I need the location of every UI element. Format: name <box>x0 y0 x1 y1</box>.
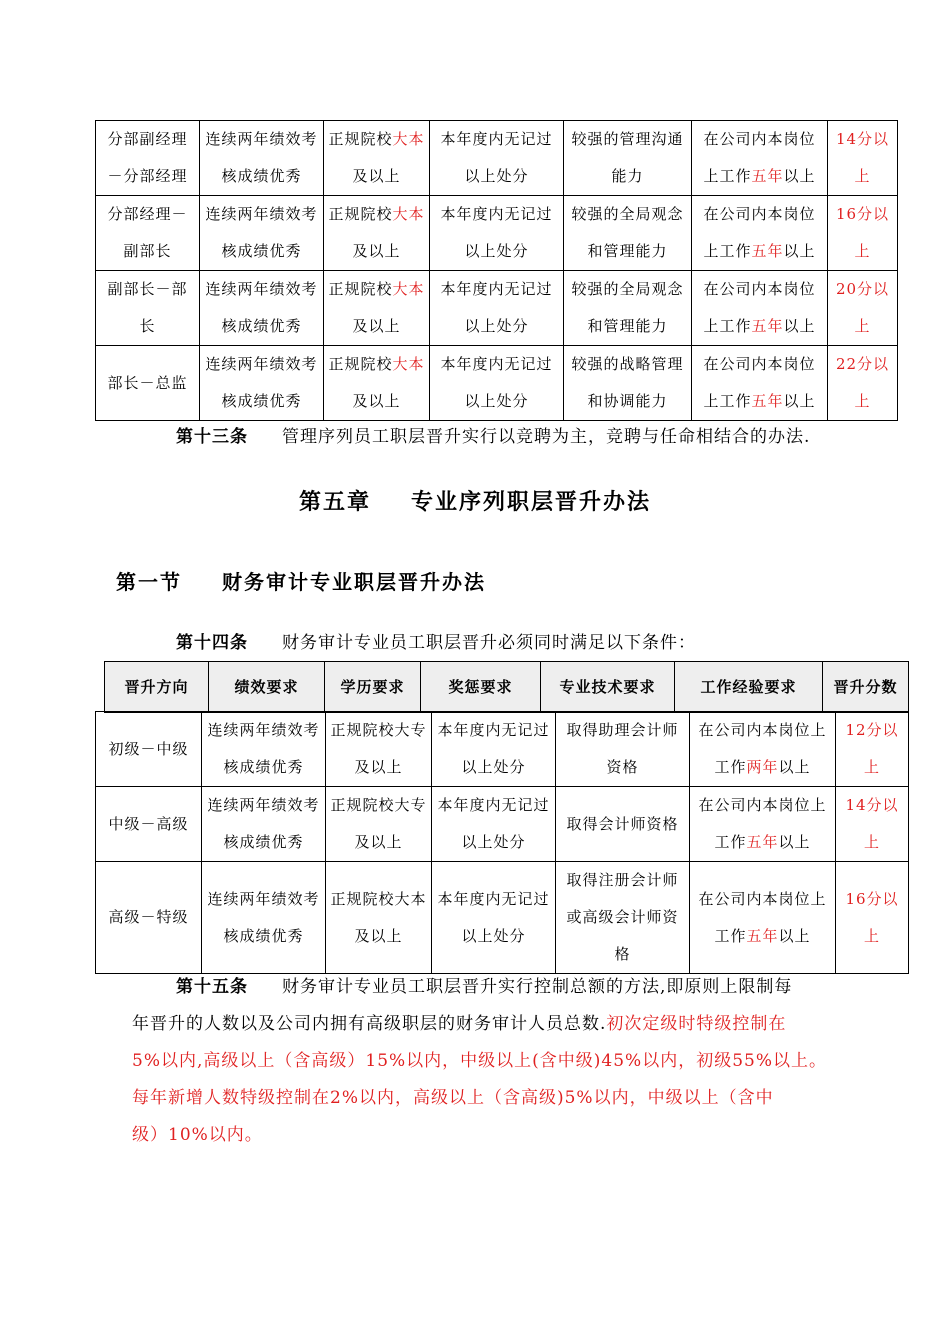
cell-score <box>828 346 898 421</box>
article-15-line-5: 级）10%以内。 <box>132 1125 263 1145</box>
cell-experience-text: 五年 <box>751 317 784 335</box>
column-header <box>325 662 421 713</box>
chapter-number: 第五章 <box>298 489 371 515</box>
cell-direction-text: 副部长－部长 <box>107 280 188 335</box>
cell-direction <box>96 862 202 974</box>
column-header-text: 晋升方向 <box>124 678 189 696</box>
article-text: 财务审计专业员工职层晋升必须同时满足以下条件： <box>282 633 696 653</box>
cell-education <box>326 712 432 787</box>
table-header-row <box>105 662 909 713</box>
table-row <box>96 862 909 974</box>
cell-score-text: 14分以上 <box>835 130 890 185</box>
table-row <box>96 271 898 346</box>
cell-skill <box>564 271 692 346</box>
cell-experience-text: 五年 <box>751 242 784 260</box>
column-header-text: 晋升分数 <box>833 678 898 696</box>
cell-experience-text: 在公司内本岗位上工作 <box>703 205 816 260</box>
column-header-text: 绩效要求 <box>234 678 299 696</box>
cell-experience-text: 两年 <box>746 758 779 776</box>
cell-reward-text: 本年度内无记过以上处分 <box>440 205 553 260</box>
cell-skill-text: 取得会计师资格 <box>566 814 679 833</box>
promotion-table-finance-header <box>104 661 909 713</box>
cell-skill-text: 较强的全局观念和管理能力 <box>571 205 684 260</box>
cell-performance-text: 连续两年绩效考核成绩优秀 <box>207 796 320 851</box>
cell-direction-text: 分部经理－副部长 <box>107 205 188 260</box>
article-text: 管理序列员工职层晋升实行以竞聘为主，竞聘与任命相结合的办法. <box>282 427 811 447</box>
cell-score <box>828 271 898 346</box>
cell-performance-text: 连续两年绩效考核成绩优秀 <box>205 355 318 410</box>
cell-skill <box>564 121 692 196</box>
table-row <box>96 196 898 271</box>
article-15-line-1 <box>176 972 792 997</box>
section-number: 第一节 <box>116 570 182 594</box>
cell-education <box>324 271 430 346</box>
cell-score <box>836 787 909 862</box>
column-header <box>105 662 209 713</box>
cell-education-text: 大本 <box>392 355 425 373</box>
cell-reward-text: 本年度内无记过以上处分 <box>440 280 553 335</box>
cell-reward <box>432 787 556 862</box>
cell-performance <box>200 196 324 271</box>
article-label: 第十四条 <box>176 633 248 653</box>
cell-education-text: 正规院校 <box>328 130 393 148</box>
table-row <box>96 121 898 196</box>
column-header-text: 专业技术要求 <box>559 678 656 696</box>
cell-score-text: 16分以上 <box>845 889 899 945</box>
cell-score <box>836 862 909 974</box>
cell-performance <box>200 121 324 196</box>
cell-education <box>324 196 430 271</box>
column-header <box>209 662 325 713</box>
cell-direction-text: 初级－中级 <box>108 739 189 758</box>
cell-reward <box>430 196 564 271</box>
cell-skill-text: 较强的全局观念和管理能力 <box>571 280 684 335</box>
cell-experience-text: 五年 <box>751 167 784 185</box>
cell-performance <box>202 862 326 974</box>
cell-direction-text: 高级－特级 <box>108 908 189 926</box>
cell-experience <box>692 196 828 271</box>
cell-skill <box>564 346 692 421</box>
cell-education-text: 正规院校 <box>328 355 393 373</box>
column-header <box>421 662 541 713</box>
cell-score <box>828 196 898 271</box>
cell-score-text: 14分以上 <box>845 796 899 851</box>
cell-direction-text: 部长－总监 <box>107 373 188 392</box>
cell-education-text: 及以上 <box>352 242 401 260</box>
cell-reward-text: 本年度内无记过以上处分 <box>440 130 553 185</box>
cell-experience <box>690 787 836 862</box>
article-text: 年晋升的人数以及公司内拥有高级职层的财务审计人员总数. <box>132 1014 607 1034</box>
cell-reward-text: 本年度内无记过以上处分 <box>437 796 550 851</box>
cell-performance-text: 连续两年绩效考核成绩优秀 <box>205 130 318 185</box>
cell-education-text: 正规院校 <box>328 280 393 298</box>
cell-reward <box>430 271 564 346</box>
cell-experience <box>690 712 836 787</box>
cell-direction <box>96 712 202 787</box>
cell-experience <box>692 346 828 421</box>
cell-experience <box>692 121 828 196</box>
cell-education-text: 及以上 <box>352 317 401 335</box>
cell-score-text: 20分以上 <box>835 280 890 335</box>
cell-experience-text: 五年 <box>746 833 779 851</box>
cell-reward <box>430 346 564 421</box>
cell-experience-text: 以上 <box>778 926 811 945</box>
cell-score <box>836 712 909 787</box>
cell-education-text: 大本 <box>392 130 425 148</box>
article-15-line-2 <box>132 1009 786 1034</box>
cell-reward-text: 本年度内无记过以上处分 <box>440 355 553 410</box>
table-row <box>96 787 909 862</box>
cell-performance-text: 连续两年绩效考核成绩优秀 <box>207 721 320 776</box>
cell-education-text: 大本 <box>392 280 425 298</box>
article-14 <box>176 628 696 653</box>
section-title: 财务审计专业职层晋升办法 <box>222 570 486 594</box>
cell-skill-text: 取得注册会计师或高级会计师资格 <box>566 871 679 963</box>
article-13 <box>176 422 810 447</box>
cell-education-text: 正规院校大本及以上 <box>330 889 427 945</box>
cell-experience-text: 五年 <box>746 926 779 945</box>
table-row <box>96 346 898 421</box>
article-label: 第十五条 <box>176 977 248 997</box>
cell-direction <box>96 271 200 346</box>
article-15-line-3: 5%以内,高级以上（含高级）15%以内，中级以上(含中级)45%以内，初级55%以上。 <box>132 1051 827 1071</box>
cell-skill-text: 较强的管理沟通能力 <box>571 130 684 185</box>
cell-experience-text: 以上 <box>783 317 816 335</box>
article-label: 第十三条 <box>176 427 248 447</box>
promotion-table-finance <box>95 711 909 974</box>
cell-experience-text: 以上 <box>783 167 816 185</box>
cell-direction-text: 中级－高级 <box>108 814 189 833</box>
cell-experience <box>692 271 828 346</box>
cell-experience-text: 在公司内本岗位上工作 <box>698 889 827 945</box>
cell-reward <box>430 121 564 196</box>
cell-education <box>324 121 430 196</box>
section-heading <box>116 566 486 595</box>
cell-skill <box>556 787 690 862</box>
cell-experience-text: 在公司内本岗位上工作 <box>703 280 816 335</box>
cell-performance <box>202 712 326 787</box>
cell-experience-text: 以上 <box>783 392 816 410</box>
article-text: 财务审计专业员工职层晋升实行控制总额的方法,即原则上限制每 <box>282 977 793 997</box>
cell-education-text: 正规院校大专及以上 <box>330 796 427 851</box>
cell-score-text: 22分以上 <box>835 355 890 410</box>
cell-education <box>326 787 432 862</box>
column-header-text: 学历要求 <box>340 678 405 696</box>
cell-direction <box>96 787 202 862</box>
cell-performance-text: 连续两年绩效考核成绩优秀 <box>205 280 318 335</box>
cell-education-text: 及以上 <box>352 392 401 410</box>
column-header <box>541 662 675 713</box>
article-text-highlight: 初次定级时特级控制在 <box>606 1014 787 1034</box>
cell-performance-text: 连续两年绩效考核成绩优秀 <box>207 889 320 945</box>
cell-score-text: 12分以上 <box>845 721 899 776</box>
cell-experience-text: 以上 <box>778 833 811 851</box>
cell-education-text: 及以上 <box>352 167 401 185</box>
cell-performance <box>200 271 324 346</box>
cell-reward-text: 本年度内无记过以上处分 <box>437 889 550 945</box>
cell-direction <box>96 121 200 196</box>
cell-education <box>324 346 430 421</box>
cell-experience-text: 以上 <box>783 242 816 260</box>
cell-experience-text: 在公司内本岗位上工作 <box>703 130 816 185</box>
cell-experience-text: 在公司内本岗位上工作 <box>698 796 827 851</box>
cell-reward <box>432 712 556 787</box>
article-15-line-4: 每年新增人数特级控制在2%以内，高级以上（含高级)5%以内，中级以上（含中 <box>132 1088 774 1108</box>
cell-experience-text: 在公司内本岗位上工作 <box>698 721 827 776</box>
cell-experience <box>690 862 836 974</box>
cell-reward-text: 本年度内无记过以上处分 <box>437 721 550 776</box>
chapter-title: 专业序列职层晋升办法 <box>411 489 652 515</box>
cell-performance <box>202 787 326 862</box>
cell-performance-text: 连续两年绩效考核成绩优秀 <box>205 205 318 260</box>
cell-reward <box>432 862 556 974</box>
cell-education-text: 大本 <box>392 205 425 223</box>
cell-score <box>828 121 898 196</box>
cell-skill <box>556 712 690 787</box>
cell-education-text: 正规院校 <box>328 205 393 223</box>
cell-direction <box>96 346 200 421</box>
column-header-text: 工作经验要求 <box>700 678 797 696</box>
column-header <box>823 662 909 713</box>
cell-education <box>326 862 432 974</box>
column-header <box>675 662 823 713</box>
chapter-heading <box>0 485 950 516</box>
cell-direction-text: 分部副经理－分部经理 <box>107 130 188 185</box>
cell-skill-text: 较强的战略管理和协调能力 <box>571 355 684 410</box>
cell-performance <box>200 346 324 421</box>
cell-direction <box>96 196 200 271</box>
cell-experience-text: 以上 <box>778 758 811 776</box>
cell-score-text: 16分以上 <box>835 205 890 260</box>
promotion-table-management <box>95 120 898 421</box>
cell-experience-text: 五年 <box>751 392 784 410</box>
cell-skill <box>556 862 690 974</box>
table-row <box>96 712 909 787</box>
cell-skill-text: 取得助理会计师资格 <box>566 721 679 776</box>
cell-education-text: 正规院校大专及以上 <box>330 721 427 776</box>
column-header-text: 奖惩要求 <box>448 678 513 696</box>
cell-skill <box>564 196 692 271</box>
cell-experience-text: 在公司内本岗位上工作 <box>703 355 816 410</box>
